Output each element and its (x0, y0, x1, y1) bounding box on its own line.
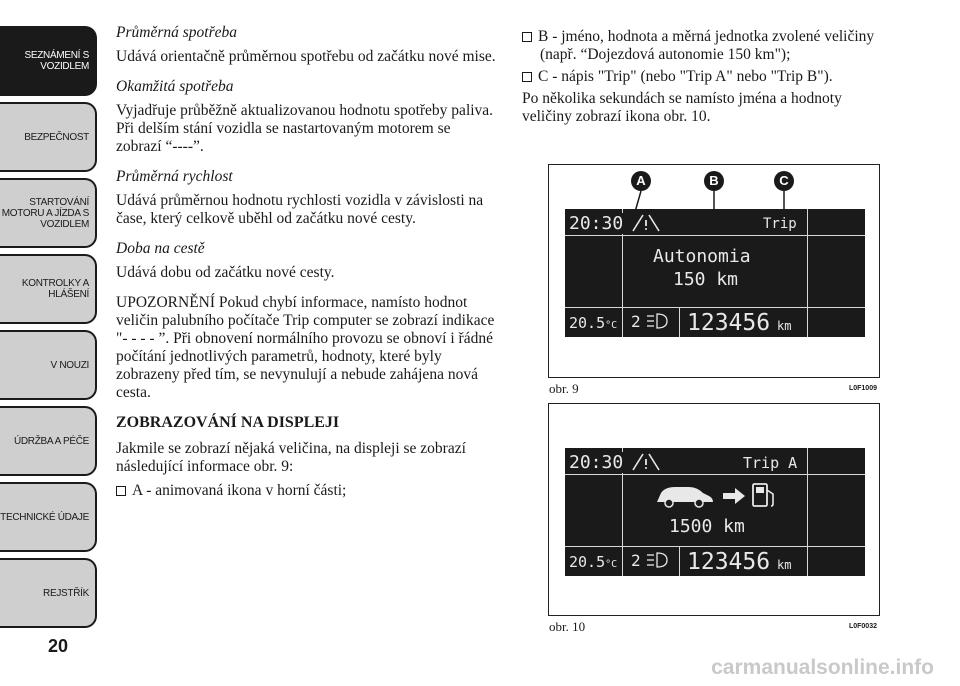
avg-speed-title: Průměrná rychlost (116, 168, 233, 185)
lcd-odometer-unit: km (777, 319, 792, 333)
lcd-odometer: 123456 (687, 310, 771, 336)
lcd-odometer-unit: km (777, 558, 792, 572)
section-heading: ZOBRAZOVÁNÍ NA DISPLEJI (116, 414, 340, 431)
tab-udrzba[interactable]: ÚDRŽBA A PÉČE (0, 406, 97, 476)
lcd-value: 1500 km (669, 516, 745, 537)
bullet-c: C - nápis "Trip" (nebo "Trip A" nebo "Trip B"). (522, 68, 894, 86)
figure-9 (548, 164, 880, 396)
lcd-value-name: Autonomia (653, 246, 751, 267)
tab-kontrolky[interactable]: KONTROLKY A HLÁŠENÍ (0, 254, 97, 324)
warning-label: UPOZORNĚNÍ (116, 294, 216, 311)
range-to-fuel-icon (653, 480, 783, 512)
lcd-time: 20:30 (569, 452, 624, 473)
trip-time-title: Doba na cestě (116, 240, 205, 257)
animated-warning-icon (629, 452, 665, 472)
figure-10-code: L0F0032 (848, 623, 877, 630)
lcd-gear: 2 (631, 312, 641, 331)
lcd-value: 150 km (673, 269, 739, 290)
trip-time-text: Udává dobu od začátku nové cesty. (116, 264, 335, 281)
section-text: Jakmile se zobrazí nějaká veličina, na displeji se zobrazí následující informace obr. 9: (116, 440, 466, 475)
lcd-time: 20:30 (569, 213, 624, 234)
checkbox-icon (522, 72, 532, 82)
avg-speed-text: Udává průměrnou hodnotu rychlosti vozidla v závislosti na čase, který celkově uběhl od začátku nové cesty. (116, 192, 484, 227)
lcd-gear: 2 (631, 551, 641, 570)
left-column (116, 24, 498, 500)
checkbox-icon (116, 486, 126, 496)
tab-rejstrik[interactable]: REJSTŘÍK (0, 558, 97, 628)
headlight-icon (645, 312, 671, 332)
marker-a: A (631, 171, 651, 191)
lcd-trip-label: Trip (763, 216, 797, 232)
headlight-icon (645, 551, 671, 571)
figure-10 (548, 403, 880, 634)
bullet-b: B - jméno, hodnota a měrná jednotka zvolené veličiny (např. “Dojezdová autonomie 150 km"); (522, 28, 894, 64)
figure-10-caption: obr. 10 (549, 619, 586, 634)
tab-technicke-udaje[interactable]: TECHNICKÉ ÚDAJE (0, 482, 97, 552)
tab-seznameni-s-vozidlem[interactable]: SEZNÁMENÍ S VOZIDLEM (0, 26, 97, 96)
avg-consumption-title: Průměrná spotřeba (116, 24, 237, 41)
animated-warning-icon (629, 213, 665, 233)
tab-startovani[interactable]: STARTOVÁNÍ MOTORU A JÍZDA S VOZIDLEM (0, 178, 97, 248)
lcd-temperature: 20.5°C (569, 553, 618, 571)
lcd-trip-label: Trip A (743, 454, 798, 472)
inst-consumption-text: Vyjadřuje průběžně aktualizovanou hodnotu spotřeby paliva. Při delším stání vozidla se nastartovaným motorem se zobrazí “----”. (116, 102, 494, 155)
right-column (522, 28, 894, 126)
watermark: carmanualsonline.info (711, 656, 934, 679)
checkbox-icon (522, 32, 532, 42)
marker-b: B (704, 171, 724, 191)
right-paragraph: Po několika sekundách se namísto jména a hodnoty veličiny zobrazí ikona obr. 10. (522, 90, 842, 125)
inst-consumption-title: Okamžitá spotřeba (116, 78, 234, 95)
figure-9-code: L0F1009 (848, 385, 877, 392)
figure-9-caption: obr. 9 (549, 381, 579, 396)
warning-paragraph (116, 294, 498, 402)
bullet-a: A - animovaná ikona v horní části; (116, 482, 498, 500)
tab-v-nouzi[interactable]: V NOUZI (0, 330, 97, 400)
page-number: 20 (48, 636, 69, 656)
warning-text: Pokud chybí informace, namísto hodnot veličin palubního počítače Trip computer se zobrazí indikace "- - - - ”. Při obnovení normálního provozu se obnoví i řádné počítání jednotlivých parametrů, hodnoty, které byly zobrazeny před tím, se nevynulují a nebude zahájena nová cesta. (116, 294, 495, 401)
tab-bezpecnost[interactable]: BEZPEČNOST (0, 102, 97, 172)
lcd-temperature: 20.5°C (569, 314, 618, 332)
marker-c: C (774, 171, 794, 191)
lcd-odometer: 123456 (687, 549, 771, 575)
avg-consumption-text: Udává orientačně průměrnou spotřebu od začátku nové mise. (116, 48, 496, 65)
